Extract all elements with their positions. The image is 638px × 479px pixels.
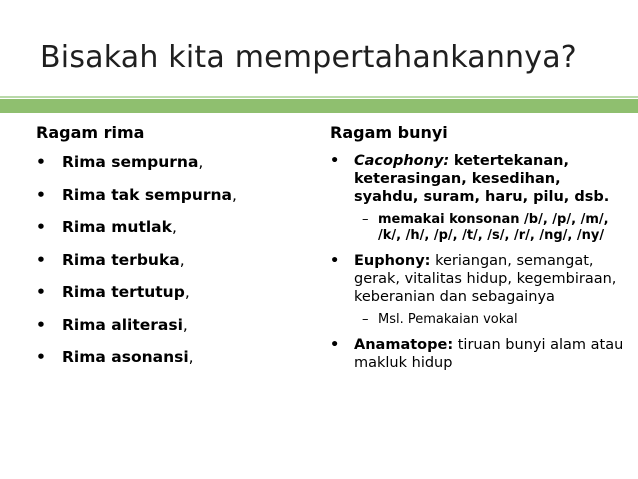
rhyme-list	[36, 152, 306, 368]
list-item	[36, 315, 306, 336]
list-item	[36, 185, 306, 206]
list-item	[330, 252, 630, 306]
bullet-marker: •	[36, 218, 46, 236]
sound-description: ketertekanan, keterasingan, kesedihan, syahdu, suram, haru, pilu, dsb.	[354, 153, 610, 205]
bullet-marker: •	[36, 315, 46, 334]
sound-term: Cacophony:	[354, 153, 450, 169]
sound-description: tiruan bunyi alam atau makluk hidup	[354, 337, 624, 371]
bullet-marker: •	[36, 153, 46, 171]
sound-term: Euphony:	[354, 253, 431, 269]
separator: ,	[179, 250, 185, 269]
separator: ,	[182, 315, 188, 334]
separator: ,	[184, 283, 190, 301]
title-divider-bar	[0, 99, 638, 113]
dash-marker: –	[362, 312, 369, 327]
slide-title: Bisakah kita mempertahankannya?	[40, 40, 577, 75]
list-item	[36, 250, 306, 271]
right-heading: Ragam bunyi	[330, 123, 448, 142]
sub-item-text: Msl. Pemakaian vokal	[378, 312, 518, 327]
rhyme-term: Rima tak sempurna	[62, 185, 232, 204]
title-divider-thin	[0, 96, 638, 98]
rhyme-term: Rima mutlak	[62, 218, 172, 236]
sound-term: Anamatope:	[354, 337, 454, 353]
list-item	[36, 347, 306, 368]
left-column	[36, 122, 306, 380]
rhyme-term: Rima asonansi	[62, 348, 189, 366]
bullet-marker: •	[330, 153, 340, 169]
bullet-marker: •	[330, 337, 340, 353]
list-item	[36, 152, 306, 173]
bullet-marker: •	[36, 348, 46, 366]
sub-list-item	[330, 212, 630, 244]
sub-item-text: memakai konsonan /b/, /p/, /m/, /k/, /h/, /p/, /t/, /s/, /r/, /ng/, /ny/	[378, 212, 609, 243]
list-item	[330, 152, 630, 206]
sound-list	[330, 152, 630, 372]
bullet-marker: •	[36, 250, 46, 269]
bullet-marker: •	[36, 185, 46, 204]
left-heading: Ragam rima	[36, 123, 145, 142]
separator: ,	[188, 348, 194, 366]
rhyme-term: Rima tertutup	[62, 283, 185, 301]
separator: ,	[232, 185, 237, 204]
bullet-marker: •	[36, 283, 46, 301]
separator: ,	[171, 218, 177, 236]
list-item	[36, 282, 306, 303]
rhyme-term: Rima aliterasi	[62, 315, 183, 334]
bullet-marker: •	[330, 253, 340, 269]
right-column	[330, 122, 630, 378]
rhyme-term: Rima terbuka	[62, 250, 180, 269]
rhyme-term: Rima sempurna	[62, 153, 199, 171]
list-item	[330, 336, 630, 372]
separator: ,	[198, 153, 204, 171]
list-item	[36, 217, 306, 238]
sound-description: keriangan, semangat, gerak, vitalitas hidup, kegembiraan, keberanian dan sebagainya	[354, 253, 617, 305]
dash-marker: –	[362, 212, 369, 227]
sub-list-item	[330, 312, 630, 328]
